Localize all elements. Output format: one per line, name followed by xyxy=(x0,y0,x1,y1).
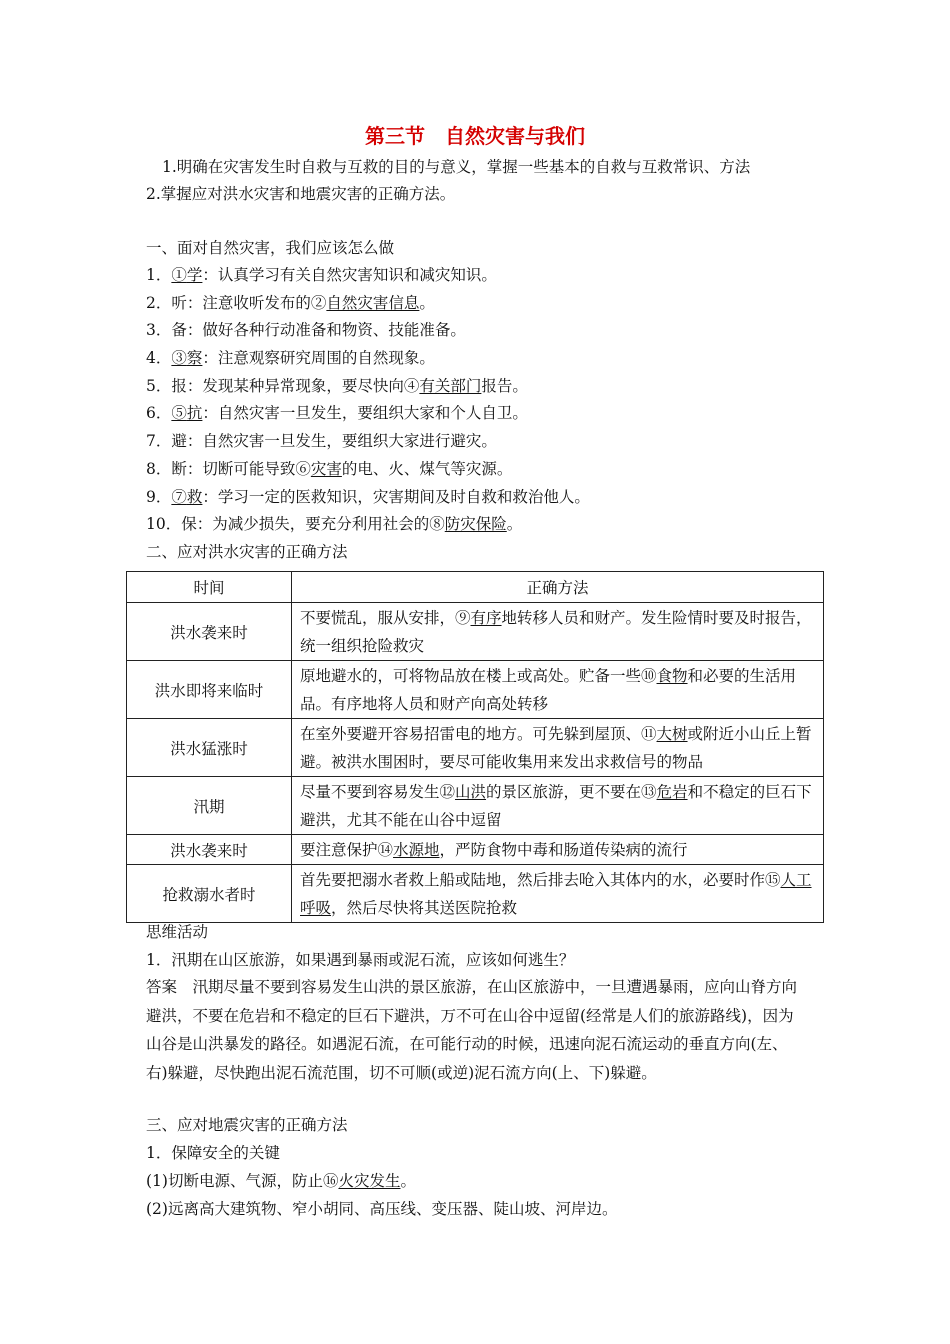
table-row xyxy=(127,719,824,777)
row-time: 洪水即将来临时 xyxy=(127,661,292,719)
list-item: 6．⑤抗：自然灾害一旦发生，要组织大家和个人自卫。 xyxy=(146,404,528,422)
row-method: 在室外要避开容易招雷电的地方。可先躲到屋顶、⑪大树或附近小山丘上暂避。被洪水围困时，要尽可能收集用来发出求救信号的物品 xyxy=(292,719,824,777)
section-3-sub: 1．保障安全的关键 xyxy=(146,1144,280,1162)
page-title: 第三节 自然灾害与我们 xyxy=(365,124,585,148)
table-row xyxy=(127,777,824,835)
table-row xyxy=(127,603,824,661)
list-item: 2．听：注意收听发布的②自然灾害信息。 xyxy=(146,294,435,312)
row-method: 原地避水的，可将物品放在楼上或高处。贮备一些⑩食物和必要的生活用品。有序地将人员和财产向高处转移 xyxy=(292,661,824,719)
row-time: 洪水袭来时 xyxy=(127,603,292,661)
row-method: 要注意保护⑭水源地，严防食物中毒和肠道传染病的流行 xyxy=(292,835,824,865)
activity-heading: 思维活动 xyxy=(146,923,209,941)
row-time: 洪水袭来时 xyxy=(127,835,292,865)
table-row xyxy=(127,661,824,719)
header-time: 时间 xyxy=(127,572,292,603)
list-item: 1．①学：认真学习有关自然灾害知识和减灾知识。 xyxy=(146,266,497,284)
row-method: 尽量不要到容易发生⑫山洪的景区旅游，更不要在⑬危岩和不稳定的巨石下避洪，尤其不能在山谷中逗留 xyxy=(292,777,824,835)
row-time: 汛期 xyxy=(127,777,292,835)
list-item: 8．断：切断可能导致⑥灾害的电、火、煤气等灾源。 xyxy=(146,460,513,478)
list-item: 4．③察：注意观察研究周围的自然现象。 xyxy=(146,349,435,367)
goal-1: 1.明确在灾害发生时自救与互救的目的与意义，掌握一些基本的自救与互救常识、方法 xyxy=(162,158,751,176)
list-item: 5．报：发现某种异常现象，要尽快向④有关部门报告。 xyxy=(146,377,528,395)
list-item: 3．备：做好各种行动准备和物资、技能准备。 xyxy=(146,321,466,339)
activity-answer: 答案 汛期尽量不要到容易发生山洪的景区旅游，在山区旅游中，一旦遭遇暴雨，应向山脊方向避洪，不要在危岩和不稳定的巨石下避洪，万不可在山谷中逗留(经常是人们的旅游路线)，因为山谷是山洪暴发的路径。如遇泥石流，在可能行动的时候，迅速向泥石流运动的垂直方向(左、右)躲避，尽快跑出泥石流范围，切不可顺(或逆)泥石流方向(上、下)躲避。 xyxy=(146,978,798,1082)
list-item: 7．避：自然灾害一旦发生，要组织大家进行避灾。 xyxy=(146,432,497,450)
header-method: 正确方法 xyxy=(292,572,824,603)
row-time: 抢救溺水者时 xyxy=(127,865,292,923)
row-time: 洪水猛涨时 xyxy=(127,719,292,777)
list-item: (2)远离高大建筑物、窄小胡同、高压线、变压器、陡山坡、河岸边。 xyxy=(146,1200,618,1218)
table-row xyxy=(127,835,824,865)
section-2-heading: 二、应对洪水灾害的正确方法 xyxy=(146,543,348,561)
section-1-heading: 一、面对自然灾害，我们应该怎么做 xyxy=(146,239,395,257)
list-item: 10．保：为减少损失，要充分利用社会的⑧防灾保险。 xyxy=(146,515,523,533)
table-header-row xyxy=(127,572,824,603)
section-3-heading: 三、应对地震灾害的正确方法 xyxy=(146,1116,348,1134)
list-item: (1)切断电源、气源，防止⑯火灾发生。 xyxy=(146,1172,416,1190)
row-method: 首先要把溺水者救上船或陆地，然后排去呛入其体内的水，必要时作⑮人工呼吸，然后尽快将其送医院抢救 xyxy=(292,865,824,923)
goal-2: 2.掌握应对洪水灾害和地震灾害的正确方法。 xyxy=(146,185,456,203)
list-item: 9．⑦救：学习一定的医救知识，灾害期间及时自救和救治他人。 xyxy=(146,488,590,506)
table-row xyxy=(127,865,824,923)
activity-question: 1．汛期在山区旅游，如果遇到暴雨或泥石流，应该如何逃生？ xyxy=(146,951,575,969)
row-method: 不要慌乱，服从安排，⑨有序地转移人员和财产。发生险情时要及时报告，统一组织抢险救灾 xyxy=(292,603,824,661)
flood-methods-table xyxy=(126,571,824,923)
